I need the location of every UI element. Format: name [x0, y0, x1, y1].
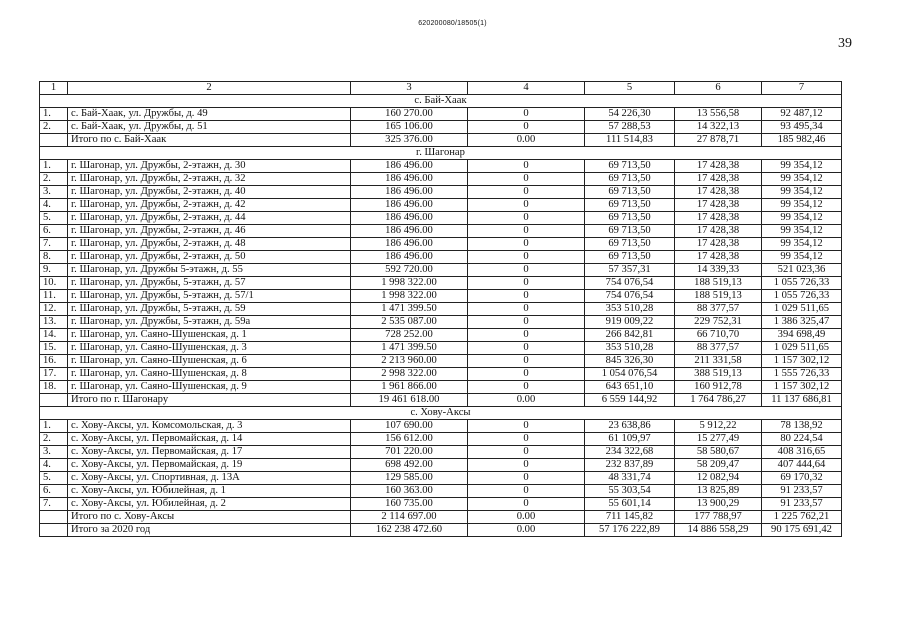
table-cell: 160 912,78: [675, 381, 762, 394]
table-cell: 54 226,30: [585, 108, 675, 121]
table-row: [40, 485, 842, 498]
table-cell: 0: [468, 459, 585, 472]
table-cell: 0.00: [468, 524, 585, 537]
table-cell: 13 825,89: [675, 485, 762, 498]
table-cell: с. Хову-Аксы, ул. Первомайская, д. 19: [68, 459, 351, 472]
table-cell: 99 354,12: [762, 173, 842, 186]
table-cell: 6 559 144,92: [585, 394, 675, 407]
table-cell: Итого по г. Шагонару: [68, 394, 351, 407]
total-row: [40, 134, 842, 147]
table-cell: 9.: [40, 264, 68, 277]
table-cell: 7: [762, 82, 842, 95]
table-row: [40, 160, 842, 173]
table-cell: 407 444,64: [762, 459, 842, 472]
table-cell: 6.: [40, 485, 68, 498]
table-cell: 754 076,54: [585, 290, 675, 303]
table-cell: 325 376.00: [351, 134, 468, 147]
table-cell: 186 496.00: [351, 199, 468, 212]
table-cell: 107 690.00: [351, 420, 468, 433]
table-cell: г. Шагонар, ул. Дружбы, 2-этажн, д. 46: [68, 225, 351, 238]
table-cell: 156 612.00: [351, 433, 468, 446]
table-cell: 0.00: [468, 134, 585, 147]
section-title: с. Бай-Хаак: [40, 95, 842, 108]
table-cell: 0: [468, 446, 585, 459]
table-cell: 80 224,54: [762, 433, 842, 446]
table-cell: 78 138,92: [762, 420, 842, 433]
table-cell: 845 326,30: [585, 355, 675, 368]
table-cell: г. Шагонар, ул. Саяно-Шушенская, д. 1: [68, 329, 351, 342]
table-cell: 11 137 686,81: [762, 394, 842, 407]
table-row: [40, 459, 842, 472]
table-cell: 57 357,31: [585, 264, 675, 277]
table-cell: 17 428,38: [675, 225, 762, 238]
table-cell: 1 386 325,47: [762, 316, 842, 329]
table-cell: 0: [468, 381, 585, 394]
table-cell: 12.: [40, 303, 68, 316]
table-row: [40, 199, 842, 212]
table-cell: 1 157 302,12: [762, 355, 842, 368]
table-cell: с. Хову-Аксы, ул. Первомайская, д. 14: [68, 433, 351, 446]
table-cell: 2.: [40, 121, 68, 134]
table-cell: 0: [468, 303, 585, 316]
table-cell: 1 961 866.00: [351, 381, 468, 394]
table-cell: Итого за 2020 год: [68, 524, 351, 537]
table-row: [40, 238, 842, 251]
table-cell: 90 175 691,42: [762, 524, 842, 537]
table-cell: с. Бай-Хаак, ул. Дружбы, д. 49: [68, 108, 351, 121]
table-cell: 353 510,28: [585, 303, 675, 316]
table-cell: 7.: [40, 498, 68, 511]
table-cell: 17 428,38: [675, 251, 762, 264]
table-row: [40, 108, 842, 121]
table-cell: [40, 134, 68, 147]
table-cell: с. Бай-Хаак, ул. Дружбы, д. 51: [68, 121, 351, 134]
table-cell: г. Шагонар, ул. Дружбы, 2-этажн, д. 40: [68, 186, 351, 199]
table-cell: 0: [468, 433, 585, 446]
table-cell: 754 076,54: [585, 277, 675, 290]
table-cell: 69 713,50: [585, 251, 675, 264]
table-cell: 15 277,49: [675, 433, 762, 446]
table-cell: 1 555 726,33: [762, 368, 842, 381]
table-row: [40, 355, 842, 368]
table-cell: г. Шагонар, ул. Саяно-Шушенская, д. 9: [68, 381, 351, 394]
table-cell: 643 651,10: [585, 381, 675, 394]
table-cell: 211 331,58: [675, 355, 762, 368]
table-cell: 1.: [40, 108, 68, 121]
table-cell: 1 764 786,27: [675, 394, 762, 407]
table-cell: 3: [351, 82, 468, 95]
table-row: [40, 446, 842, 459]
table-cell: 61 109,97: [585, 433, 675, 446]
table-cell: с. Хову-Аксы, ул. Комсомольская, д. 3: [68, 420, 351, 433]
table-cell: 2 998 322.00: [351, 368, 468, 381]
table-cell: 408 316,65: [762, 446, 842, 459]
table-cell: 69 713,50: [585, 199, 675, 212]
table-row: [40, 433, 842, 446]
table-cell: 58 209,47: [675, 459, 762, 472]
table-cell: 1 054 076,54: [585, 368, 675, 381]
table-cell: г. Шагонар, ул. Дружбы, 2-этажн, д. 42: [68, 199, 351, 212]
table-cell: 1 471 399.50: [351, 342, 468, 355]
table-cell: 99 354,12: [762, 238, 842, 251]
table-cell: 0: [468, 212, 585, 225]
table-cell: 0: [468, 238, 585, 251]
table-cell: 69 713,50: [585, 225, 675, 238]
table-cell: с. Хову-Аксы, ул. Юбилейная, д. 2: [68, 498, 351, 511]
table-cell: 0: [468, 251, 585, 264]
table-cell: 17 428,38: [675, 160, 762, 173]
table-cell: г. Шагонар, ул. Дружбы, 2-этажн, д. 50: [68, 251, 351, 264]
table-row: [40, 225, 842, 238]
table-cell: 0: [468, 355, 585, 368]
section-row: [40, 407, 842, 420]
section-row: [40, 147, 842, 160]
table-cell: 23 638,86: [585, 420, 675, 433]
table-cell: 1: [40, 82, 68, 95]
table-cell: 57 288,53: [585, 121, 675, 134]
table-cell: 13 900,29: [675, 498, 762, 511]
table-row: [40, 121, 842, 134]
table-cell: 1.: [40, 160, 68, 173]
table-cell: 1 998 322.00: [351, 277, 468, 290]
table-cell: 11.: [40, 290, 68, 303]
table-cell: 701 220.00: [351, 446, 468, 459]
table-cell: 0: [468, 290, 585, 303]
table-cell: 521 023,36: [762, 264, 842, 277]
table-row: [40, 472, 842, 485]
table-cell: 186 496.00: [351, 251, 468, 264]
table-cell: [40, 394, 68, 407]
table-cell: 0: [468, 186, 585, 199]
table-cell: 1 055 726,33: [762, 290, 842, 303]
table-cell: 160 363.00: [351, 485, 468, 498]
table-cell: 1.: [40, 420, 68, 433]
page-number: 39: [838, 36, 852, 51]
table-cell: 17 428,38: [675, 186, 762, 199]
table-cell: с. Хову-Аксы, ул. Юбилейная, д. 1: [68, 485, 351, 498]
table-cell: 12 082,94: [675, 472, 762, 485]
table-cell: 188 519,13: [675, 290, 762, 303]
grand-total-row: [40, 524, 842, 537]
data-table: [39, 81, 842, 537]
document-id: 620200080/18505(1): [418, 20, 487, 27]
table-cell: 69 713,50: [585, 173, 675, 186]
table-row: [40, 329, 842, 342]
table-cell: 229 752,31: [675, 316, 762, 329]
table-row: [40, 173, 842, 186]
table-cell: 69 713,50: [585, 238, 675, 251]
table-cell: 99 354,12: [762, 212, 842, 225]
table-cell: 58 580,67: [675, 446, 762, 459]
table-cell: 186 496.00: [351, 186, 468, 199]
table-cell: 186 496.00: [351, 225, 468, 238]
table-cell: 17 428,38: [675, 212, 762, 225]
table-cell: 0: [468, 160, 585, 173]
table-row: [40, 303, 842, 316]
table-cell: Итого по с. Хову-Аксы: [68, 511, 351, 524]
table-cell: 1 998 322.00: [351, 290, 468, 303]
table-cell: 592 720.00: [351, 264, 468, 277]
table-cell: 6.: [40, 225, 68, 238]
table-cell: 388 519,13: [675, 368, 762, 381]
table-cell: 55 303,54: [585, 485, 675, 498]
table-cell: 162 238 472.60: [351, 524, 468, 537]
table-cell: 88 377,57: [675, 342, 762, 355]
table-cell: г. Шагонар, ул. Дружбы, 2-этажн, д. 30: [68, 160, 351, 173]
table-cell: 17 428,38: [675, 199, 762, 212]
table-cell: 698 492.00: [351, 459, 468, 472]
table-cell: 129 585.00: [351, 472, 468, 485]
header-row: [40, 82, 842, 95]
table-cell: 2 114 697.00: [351, 511, 468, 524]
table-cell: 88 377,57: [675, 303, 762, 316]
table-cell: 0: [468, 225, 585, 238]
table-cell: г. Шагонар, ул. Саяно-Шушенская, д. 3: [68, 342, 351, 355]
table-row: [40, 186, 842, 199]
table-cell: 0: [468, 342, 585, 355]
table-cell: 5 912,22: [675, 420, 762, 433]
total-row: [40, 511, 842, 524]
table-cell: 69 713,50: [585, 186, 675, 199]
table-cell: 0: [468, 173, 585, 186]
section-row: [40, 95, 842, 108]
table-cell: 234 322,68: [585, 446, 675, 459]
table-cell: 2.: [40, 173, 68, 186]
table-cell: 160 270.00: [351, 108, 468, 121]
table-cell: 69 713,50: [585, 212, 675, 225]
table-cell: 266 842,81: [585, 329, 675, 342]
table-cell: г. Шагонар, ул. Дружбы, 5-этажн, д. 59: [68, 303, 351, 316]
table-cell: 0.00: [468, 511, 585, 524]
table-cell: [40, 511, 68, 524]
table-cell: 4.: [40, 459, 68, 472]
table-cell: 0: [468, 472, 585, 485]
table-cell: г. Шагонар, ул. Дружбы, 2-этажн, д. 32: [68, 173, 351, 186]
table-cell: 711 145,82: [585, 511, 675, 524]
table-cell: 99 354,12: [762, 186, 842, 199]
table-cell: 0: [468, 368, 585, 381]
table-cell: г. Шагонар, ул. Дружбы, 2-этажн, д. 44: [68, 212, 351, 225]
table-cell: 394 698,49: [762, 329, 842, 342]
table-cell: 14 886 558,29: [675, 524, 762, 537]
table-cell: 0: [468, 485, 585, 498]
table-cell: 3.: [40, 186, 68, 199]
table-cell: 0: [468, 498, 585, 511]
table-cell: 99 354,12: [762, 251, 842, 264]
table-row: [40, 316, 842, 329]
table-cell: 6: [675, 82, 762, 95]
table-cell: 91 233,57: [762, 485, 842, 498]
table-row: [40, 251, 842, 264]
table-cell: г. Шагонар, ул. Дружбы, 5-этажн, д. 57: [68, 277, 351, 290]
table-cell: 0: [468, 108, 585, 121]
table-cell: [40, 524, 68, 537]
table-cell: 2: [68, 82, 351, 95]
table-cell: 0: [468, 264, 585, 277]
table-cell: 17.: [40, 368, 68, 381]
table-cell: 353 510,28: [585, 342, 675, 355]
table-row: [40, 290, 842, 303]
table-cell: 99 354,12: [762, 225, 842, 238]
section-title: с. Хову-Аксы: [40, 407, 842, 420]
table-cell: 13 556,58: [675, 108, 762, 121]
table-cell: 165 106.00: [351, 121, 468, 134]
table-cell: 160 735.00: [351, 498, 468, 511]
table-row: [40, 264, 842, 277]
table-cell: 16.: [40, 355, 68, 368]
table-cell: 27 878,71: [675, 134, 762, 147]
table-cell: 5: [585, 82, 675, 95]
table-cell: 0: [468, 121, 585, 134]
table-cell: 0: [468, 420, 585, 433]
table-cell: 99 354,12: [762, 199, 842, 212]
table-cell: 186 496.00: [351, 160, 468, 173]
table-cell: с. Хову-Аксы, ул. Первомайская, д. 17: [68, 446, 351, 459]
table-cell: 14 339,33: [675, 264, 762, 277]
table-cell: 1 225 762,21: [762, 511, 842, 524]
table-cell: г. Шагонар, ул. Дружбы, 2-этажн, д. 48: [68, 238, 351, 251]
table-cell: 15.: [40, 342, 68, 355]
table-cell: 3.: [40, 446, 68, 459]
table-cell: 14.: [40, 329, 68, 342]
table-cell: 0: [468, 199, 585, 212]
table-cell: 919 009,22: [585, 316, 675, 329]
table-cell: 177 788,97: [675, 511, 762, 524]
table-cell: 186 496.00: [351, 173, 468, 186]
section-title: г. Шагонар: [40, 147, 842, 160]
table-row: [40, 368, 842, 381]
table-cell: 1 055 726,33: [762, 277, 842, 290]
table-cell: 111 514,83: [585, 134, 675, 147]
table-cell: 92 487,12: [762, 108, 842, 121]
table-cell: 728 252.00: [351, 329, 468, 342]
table-cell: 57 176 222,89: [585, 524, 675, 537]
table-row: [40, 277, 842, 290]
table-cell: 4: [468, 82, 585, 95]
table-row: [40, 212, 842, 225]
table-cell: 19 461 618.00: [351, 394, 468, 407]
table-cell: 17 428,38: [675, 173, 762, 186]
table-cell: 13.: [40, 316, 68, 329]
table-cell: г. Шагонар, ул. Саяно-Шушенская, д. 6: [68, 355, 351, 368]
table-cell: 66 710,70: [675, 329, 762, 342]
table-cell: 0: [468, 329, 585, 342]
table-cell: г. Шагонар, ул. Дружбы 5-этажн, д. 55: [68, 264, 351, 277]
table-cell: с. Хову-Аксы, ул. Спортивная, д. 13А: [68, 472, 351, 485]
table-cell: г. Шагонар, ул. Дружбы, 5-этажн, д. 59а: [68, 316, 351, 329]
table-cell: 17 428,38: [675, 238, 762, 251]
table-cell: 48 331,74: [585, 472, 675, 485]
table-cell: 99 354,12: [762, 160, 842, 173]
table-cell: 14 322,13: [675, 121, 762, 134]
table-cell: 91 233,57: [762, 498, 842, 511]
table-cell: 10.: [40, 277, 68, 290]
table-cell: 7.: [40, 238, 68, 251]
table-cell: г. Шагонар, ул. Дружбы, 5-этажн, д. 57/1: [68, 290, 351, 303]
table-row: [40, 498, 842, 511]
table-row: [40, 381, 842, 394]
table-cell: 186 496.00: [351, 238, 468, 251]
table-cell: 1 471 399.50: [351, 303, 468, 316]
table-cell: 1 029 511,65: [762, 303, 842, 316]
table-cell: 4.: [40, 199, 68, 212]
table-cell: 185 982,46: [762, 134, 842, 147]
table-cell: 69 713,50: [585, 160, 675, 173]
table-cell: 2 213 960.00: [351, 355, 468, 368]
table-cell: 1 157 302,12: [762, 381, 842, 394]
table-cell: 186 496.00: [351, 212, 468, 225]
table-cell: 188 519,13: [675, 277, 762, 290]
table-cell: 18.: [40, 381, 68, 394]
table-cell: 232 837,89: [585, 459, 675, 472]
table-cell: 2.: [40, 433, 68, 446]
table-cell: 0: [468, 277, 585, 290]
table-cell: 5.: [40, 472, 68, 485]
total-row: [40, 394, 842, 407]
table-cell: 0: [468, 316, 585, 329]
table-cell: 93 495,34: [762, 121, 842, 134]
table-cell: 55 601,14: [585, 498, 675, 511]
table-cell: 1 029 511,65: [762, 342, 842, 355]
table-row: [40, 342, 842, 355]
table-row: [40, 420, 842, 433]
table-cell: г. Шагонар, ул. Саяно-Шушенская, д. 8: [68, 368, 351, 381]
table-cell: 5.: [40, 212, 68, 225]
table-cell: Итого по с. Бай-Хаак: [68, 134, 351, 147]
table-cell: 2 535 087.00: [351, 316, 468, 329]
table-cell: 69 170,32: [762, 472, 842, 485]
table-cell: 8.: [40, 251, 68, 264]
table-cell: 0.00: [468, 394, 585, 407]
